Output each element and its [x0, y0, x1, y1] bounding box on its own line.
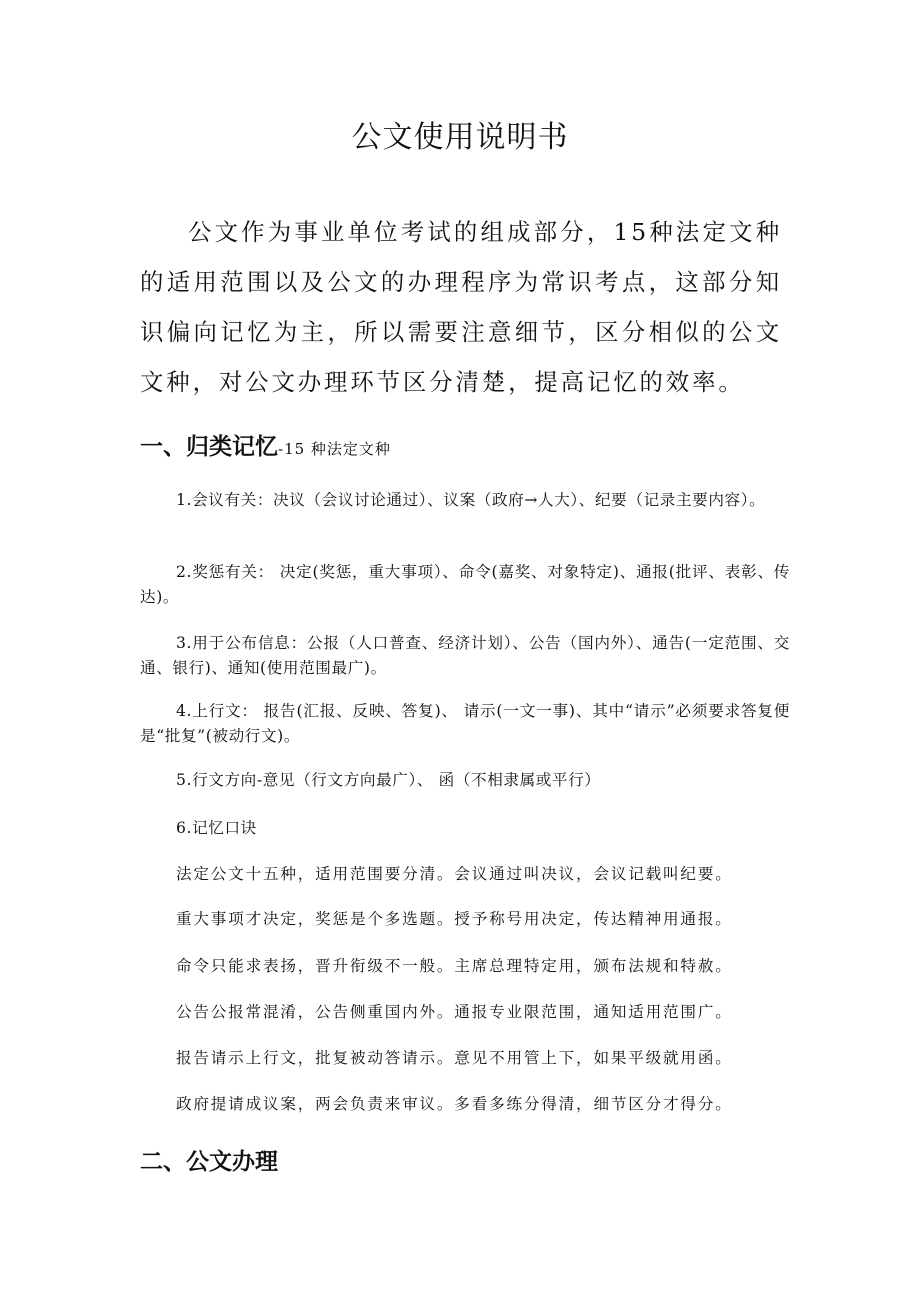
- intro-paragraph: 公文作为事业单位考试的组成部分，15种法定文种的适用范围以及公文的办理程序为常识考点，这部分知识偏向记忆为主，所以需要注意细节，区分相似的公文文种，对公文办理环节区分清楚，提高记忆的效率。: [140, 218, 782, 396]
- mnemonic-line: 政府提请成议案，两会负责来审议。多看多练分得清，细节区分才得分。: [176, 1095, 733, 1113]
- mnemonic-line: 法定公文十五种，适用范围要分清。会议通过叫决议，会议记载叫纪要。: [176, 865, 733, 883]
- section-heading-1-main: 一、归类记忆: [140, 434, 278, 460]
- section-heading-1: [140, 428, 391, 461]
- list-item: 1.会议有关：决议（会议讨论通过）、议案（政府→人大）、纪要（记录主要内容）。: [176, 491, 766, 509]
- section-heading-2: 二、公文办理: [140, 1149, 278, 1175]
- mnemonic-line: 报告请示上行文，批复被动答请示。意见不用管上下，如果平级就用函。: [176, 1049, 733, 1067]
- mnemonic-line: 公告公报常混淆，公告侧重国内外。通报专业限范围，通知适用范围广。: [176, 1003, 733, 1021]
- list-item: 6.记忆口诀: [176, 819, 257, 837]
- document-title: 公文使用说明书: [351, 120, 569, 155]
- mnemonic-line: 命令只能求表扬，晋升衔级不一般。主席总理特定用，颁布法规和特赦。: [176, 957, 733, 975]
- mnemonic-line: 重大事项才决定，奖惩是个多选题。授予称号用决定，传达精神用通报。: [176, 910, 733, 928]
- list-item: 2.奖惩有关： 决定(奖惩，重大事项）、命令(嘉奖、对象特定)、通报(批评、表彰、传达)。: [140, 563, 790, 606]
- list-item: 5.行文方向-意见（行文方向最广）、 函（不相隶属或平行）: [176, 771, 601, 789]
- list-item: 3.用于公布信息：公报（人口普查、经济计划）、公告（国内外）、通告(一定范围、交通、银行)、通知(使用范围最广)。: [140, 634, 790, 677]
- list-item: 4.上行文： 报告(汇报、反映、答复)、 请示(一文一事)、其中“请示”必须要求答复便是“批复”(被动行文)。: [140, 702, 790, 745]
- section-heading-1-sub: -15 种法定文种: [278, 440, 391, 458]
